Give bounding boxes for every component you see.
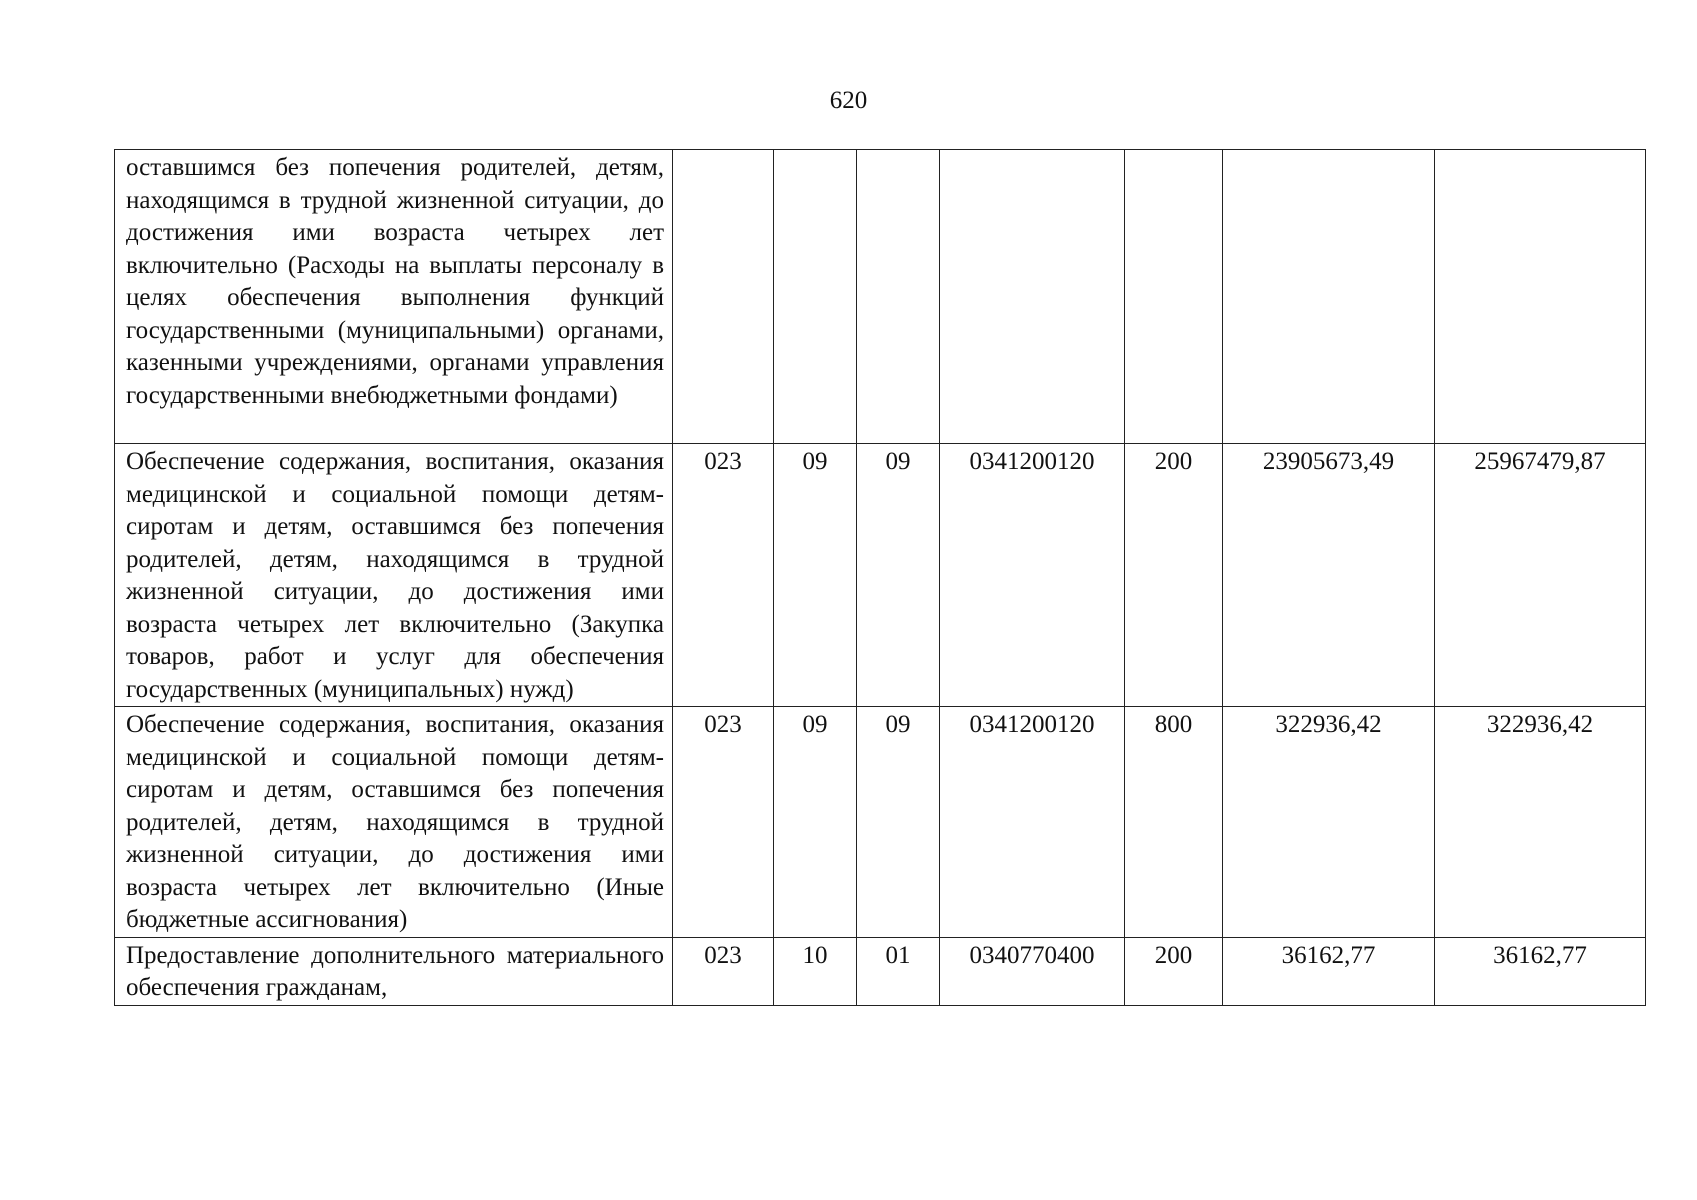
amount-1-cell: 322936,42: [1223, 707, 1435, 938]
subsection-code-cell: [857, 150, 940, 444]
amount-1-cell: 36162,77: [1223, 937, 1435, 1005]
row-description: Обеспечение содержания, воспитания, оказания медицинской и социальной помощи детям-сиротам и детям, оставшимся без попечения родителей, детям, находящимся в трудной жизненной ситуации, до достижения ими возраста четырех лет включительно (Закупка товаров, работ и услуг для обеспечения государственных (муниципальных) нужд): [126, 448, 664, 703]
page-number: 620: [829, 87, 868, 114]
row-description-cell: [115, 150, 673, 444]
section-code-cell: [774, 150, 857, 444]
target-article-cell: [940, 150, 1125, 444]
expense-type-cell: 200: [1125, 937, 1223, 1005]
subsection-code-cell: 09: [857, 444, 940, 707]
target-article-cell: 0341200120: [940, 444, 1125, 707]
amount-2-cell: [1435, 150, 1646, 444]
ministry-code-cell: 023: [673, 937, 774, 1005]
section-code-cell: 10: [774, 937, 857, 1005]
row-description: Обеспечение содержания, воспитания, оказания медицинской и социальной помощи детям-сиротам и детям, оставшимся без попечения родителей, детям, находящимся в трудной жизненной ситуации, до достижения ими возраста четырех лет включительно (Иные бюджетные ассигнования): [126, 711, 664, 933]
table-row: [115, 937, 1646, 1005]
ministry-code-cell: 023: [673, 707, 774, 938]
expense-type-cell: 800: [1125, 707, 1223, 938]
table-row: [115, 707, 1646, 938]
table-row: [115, 150, 1646, 444]
section-code-cell: 09: [774, 444, 857, 707]
subsection-code-cell: 01: [857, 937, 940, 1005]
ministry-code-cell: 023: [673, 444, 774, 707]
budget-table: [114, 149, 1646, 1006]
amount-1-cell: [1223, 150, 1435, 444]
amount-2-cell: 25967479,87: [1435, 444, 1646, 707]
row-description: оставшимся без попечения родителей, детям, находящимся в трудной жизненной ситуации, до достижения ими возраста четырех лет включительно (Расходы на выплаты персоналу в целях обеспечения выполнения функций государственными (муниципальными) органами, казенными учреждениями, органами управления государственными внебюджетными фондами): [126, 154, 664, 409]
target-article-cell: 0340770400: [940, 937, 1125, 1005]
expense-type-cell: [1125, 150, 1223, 444]
subsection-code-cell: 09: [857, 707, 940, 938]
row-description-cell: [115, 444, 673, 707]
row-description-cell: [115, 707, 673, 938]
amount-1-cell: 23905673,49: [1223, 444, 1435, 707]
amount-2-cell: 36162,77: [1435, 937, 1646, 1005]
amount-2-cell: 322936,42: [1435, 707, 1646, 938]
target-article-cell: 0341200120: [940, 707, 1125, 938]
row-description: Предоставление дополнительного материального обеспечения гражданам,: [126, 941, 664, 1001]
section-code-cell: 09: [774, 707, 857, 938]
expense-type-cell: 200: [1125, 444, 1223, 707]
ministry-code-cell: [673, 150, 774, 444]
table-row: [115, 444, 1646, 707]
row-description-cell: [115, 937, 673, 1005]
